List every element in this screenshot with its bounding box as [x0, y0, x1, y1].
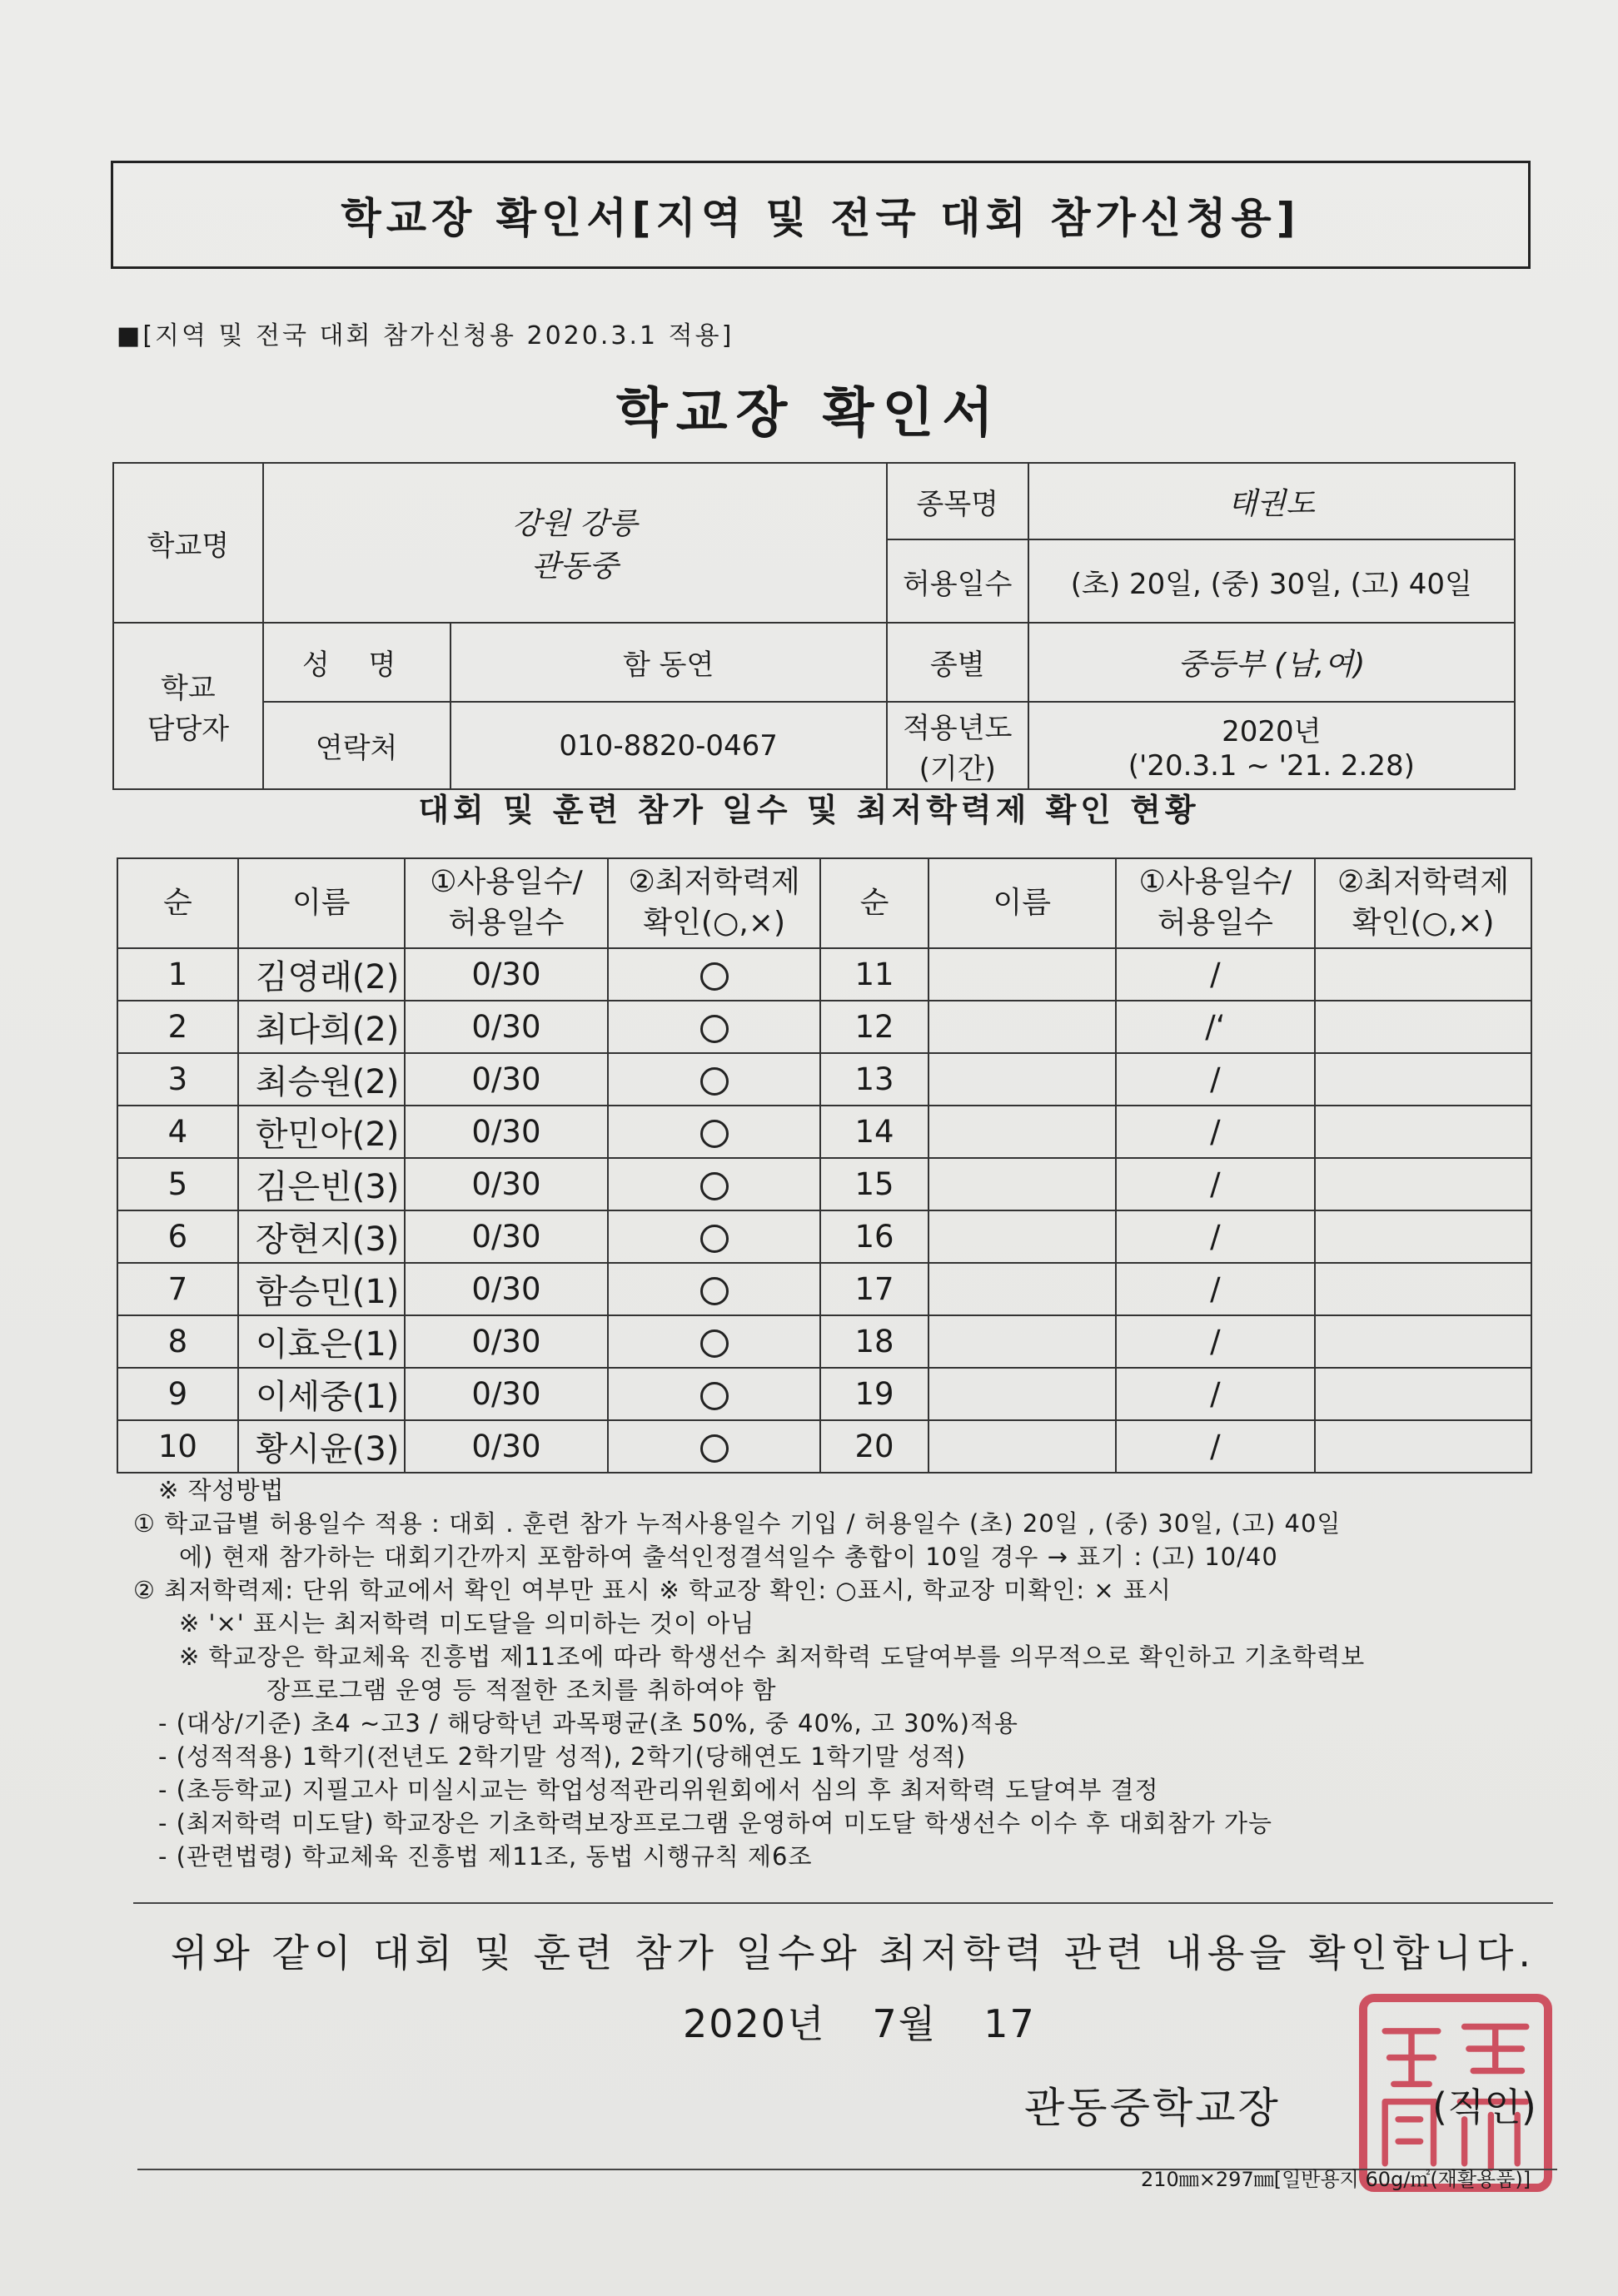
- status-title: 대회 및 훈련 참가 일수 및 최저학력제 확인 현황: [418, 792, 1200, 828]
- student-name-right: [928, 1315, 1116, 1368]
- row-no-right: 20: [820, 1420, 928, 1473]
- row-no-right: 15: [820, 1158, 928, 1210]
- days-used-right: /: [1116, 1106, 1316, 1158]
- sport-label: 종목명: [887, 463, 1028, 539]
- student-name-right: [928, 948, 1116, 1001]
- row-no: 7: [117, 1263, 238, 1315]
- check-circle-mark: [700, 1382, 729, 1410]
- seal-label: (직인): [1432, 2085, 1536, 2130]
- days-used-right: /: [1116, 1315, 1316, 1368]
- phone-label: 연락처: [263, 702, 451, 789]
- student-name: 이세중(1): [238, 1368, 405, 1420]
- table-row: [117, 1106, 1531, 1158]
- days-used: 0/30: [405, 1420, 609, 1473]
- note-line: - (초등학교) 지필고사 미실시교는 학업성적관리위원회에서 심의 후 최저학력 도달여부 결정: [158, 1776, 1159, 1804]
- row-no-right: 16: [820, 1210, 928, 1263]
- min-achievement-check-right: [1315, 1210, 1531, 1263]
- issue-date: 2020년 7월 17: [683, 2001, 1036, 2046]
- main-title: 학교장 확인서: [615, 383, 1003, 445]
- paper-spec: 210㎜×297㎜[일반용지 60g/㎡(재활용품)]: [1141, 2168, 1531, 2191]
- student-name-right: [928, 1158, 1116, 1210]
- note-line: ※ 학교장은 학교체육 진흥법 제11조에 따라 학생선수 최저학력 도달여부를 의무적으로 확인하고 기초학력보: [179, 1642, 1366, 1671]
- row-no-right: 19: [820, 1368, 928, 1420]
- table-row: [117, 948, 1531, 1001]
- check-circle-mark: [700, 1277, 729, 1305]
- student-name-right: [928, 1001, 1116, 1053]
- confirmation-statement: 위와 같이 대회 및 훈련 참가 일수와 최저학력 관련 내용을 확인합니다.: [171, 1931, 1536, 1975]
- header-name-right: 이름: [928, 858, 1116, 948]
- row-no-right: 13: [820, 1053, 928, 1106]
- row-no: 2: [117, 1001, 238, 1053]
- days-used: 0/30: [405, 1263, 609, 1315]
- student-name-right: [928, 1053, 1116, 1106]
- min-achievement-check: [608, 1210, 820, 1263]
- min-achievement-check: [608, 1001, 820, 1053]
- student-name-right: [928, 1368, 1116, 1420]
- student-name: 최승원(2): [238, 1053, 405, 1106]
- row-no-right: 12: [820, 1001, 928, 1053]
- min-achievement-check-right: [1315, 1420, 1531, 1473]
- phone-value: 010-8820-0467: [451, 702, 887, 789]
- days-used: 0/30: [405, 1368, 609, 1420]
- days-used-right: /: [1116, 1158, 1316, 1210]
- min-achievement-check-right: [1315, 1106, 1531, 1158]
- table-row: [117, 1053, 1531, 1106]
- min-achievement-check: [608, 1315, 820, 1368]
- note-heading: ※ 작성방법: [158, 1476, 285, 1504]
- check-circle-mark: [700, 962, 729, 991]
- student-name: 최다희(2): [238, 1001, 405, 1053]
- year-label: 적용년도 (기간): [887, 702, 1028, 789]
- student-name-right: [928, 1210, 1116, 1263]
- note-line: 장프로그램 운영 등 적절한 조치를 취하여야 함: [266, 1676, 777, 1704]
- row-no: 9: [117, 1368, 238, 1420]
- header-no-right: 순: [820, 858, 928, 948]
- header-days: ①사용일수/ 허용일수: [405, 858, 609, 948]
- student-name: 한민아(2): [238, 1106, 405, 1158]
- header-check-right: ②최저학력제 확인(○,×): [1315, 858, 1531, 948]
- days-used: 0/30: [405, 1315, 609, 1368]
- days-used: 0/30: [405, 1106, 609, 1158]
- row-no: 8: [117, 1315, 238, 1368]
- row-no-right: 11: [820, 948, 928, 1001]
- allowed-days-label: 허용일수: [887, 539, 1028, 623]
- note-line: 에) 현재 참가하는 대회기간까지 포함하여 출석인정결석일수 총합이 10일 경우 → 표기 : (고) 10/40: [179, 1543, 1278, 1571]
- student-name: 이효은(1): [238, 1315, 405, 1368]
- min-achievement-check: [608, 1158, 820, 1210]
- min-achievement-check-right: [1315, 1158, 1531, 1210]
- person-name-label: 성 명: [263, 623, 451, 702]
- note-line: - (관련법령) 학교체육 진흥법 제11조, 동법 시행규칙 제6조: [158, 1842, 813, 1871]
- check-circle-mark: [700, 1434, 729, 1463]
- table-row: [117, 1263, 1531, 1315]
- row-no: 6: [117, 1210, 238, 1263]
- min-achievement-check: [608, 1106, 820, 1158]
- row-no: 1: [117, 948, 238, 1001]
- student-name: 황시윤(3): [238, 1420, 405, 1473]
- student-name-right: [928, 1420, 1116, 1473]
- check-circle-mark: [700, 1120, 729, 1148]
- check-circle-mark: [700, 1015, 729, 1043]
- note-line: - (성적적용) 1학기(전년도 2학기말 성적), 2학기(당해연도 1학기말 성적): [158, 1742, 967, 1771]
- min-achievement-check: [608, 1053, 820, 1106]
- student-name: 김은빈(3): [238, 1158, 405, 1210]
- student-name: 장현지(3): [238, 1210, 405, 1263]
- days-used: 0/30: [405, 1053, 609, 1106]
- min-achievement-check: [608, 1368, 820, 1420]
- min-achievement-check-right: [1315, 1315, 1531, 1368]
- days-used-right: /: [1116, 1420, 1316, 1473]
- participation-table: [117, 857, 1532, 1474]
- school-name-label: 학교명: [113, 463, 263, 623]
- division-value: 중등부 (남,여): [1028, 623, 1515, 702]
- min-achievement-check-right: [1315, 1053, 1531, 1106]
- days-used-right: /‘: [1116, 1001, 1316, 1053]
- row-no-right: 18: [820, 1315, 928, 1368]
- row-no-right: 17: [820, 1263, 928, 1315]
- header-days-right: ①사용일수/ 허용일수: [1116, 858, 1316, 948]
- table-row: [117, 1210, 1531, 1263]
- days-used-right: /: [1116, 1368, 1316, 1420]
- min-achievement-check: [608, 1420, 820, 1473]
- contact-group-label: 학교 담당자: [113, 623, 263, 789]
- table-row: [117, 1315, 1531, 1368]
- min-achievement-check: [608, 948, 820, 1001]
- header-check: ②최저학력제 확인(○,×): [608, 858, 820, 948]
- min-achievement-check-right: [1315, 1001, 1531, 1053]
- student-name: 김영래(2): [238, 948, 405, 1001]
- row-no: 5: [117, 1158, 238, 1210]
- form-subnote: ■[지역 및 전국 대회 참가신청용 2020.3.1 적용]: [117, 321, 734, 350]
- table-row: [117, 1001, 1531, 1053]
- row-no: 10: [117, 1420, 238, 1473]
- table-row: [117, 1158, 1531, 1210]
- days-used: 0/30: [405, 1001, 609, 1053]
- row-no-right: 14: [820, 1106, 928, 1158]
- min-achievement-check: [608, 1263, 820, 1315]
- allowed-days-value: (초) 20일, (중) 30일, (고) 40일: [1028, 539, 1515, 623]
- note-line: - (최저학력 미도달) 학교장은 기초학력보장프로그램 운영하여 미도달 학생선수 이수 후 대회참가 가능: [158, 1809, 1273, 1837]
- table-row: [117, 1368, 1531, 1420]
- note-line: ① 학교급별 허용일수 적용 : 대회 . 훈련 참가 누적사용일수 기입 / 허용일수 (초) 20일 , (중) 30일, (고) 40일: [133, 1509, 1342, 1538]
- writing-instructions: [133, 1474, 1549, 1873]
- days-used-right: /: [1116, 1210, 1316, 1263]
- row-no: 3: [117, 1053, 238, 1106]
- school-info-table: [112, 462, 1516, 790]
- note-line: ② 최저학력제: 단위 학교에서 확인 여부만 표시 ※ 학교장 확인: ○표시, 학교장 미확인: × 표시: [133, 1576, 1172, 1604]
- note-line: - (대상/기준) 초4 ~고3 / 해당학년 과목평균(초 50%, 중 40%, 고 30%)적용: [158, 1709, 1018, 1737]
- min-achievement-check-right: [1315, 1368, 1531, 1420]
- person-name-value: 함 동연: [451, 623, 887, 702]
- sport-value: 태권도: [1028, 463, 1515, 539]
- check-circle-mark: [700, 1329, 729, 1358]
- header-name: 이름: [238, 858, 405, 948]
- check-circle-mark: [700, 1225, 729, 1253]
- year-value: 2020년 ('20.3.1 ~ '21. 2.28): [1028, 702, 1515, 789]
- student-name-right: [928, 1263, 1116, 1315]
- days-used: 0/30: [405, 1158, 609, 1210]
- check-circle-mark: [700, 1172, 729, 1200]
- min-achievement-check-right: [1315, 948, 1531, 1001]
- days-used-right: /: [1116, 948, 1316, 1001]
- principal-title: 관동중학교장: [1024, 2084, 1281, 2132]
- note-line: ※ '×' 표시는 최저학력 미도달을 의미하는 것이 아님: [179, 1609, 755, 1638]
- student-name: 함승민(1): [238, 1263, 405, 1315]
- days-used: 0/30: [405, 1210, 609, 1263]
- table-row: [117, 1420, 1531, 1473]
- check-circle-mark: [700, 1067, 729, 1096]
- student-name-right: [928, 1106, 1116, 1158]
- header-no: 순: [117, 858, 238, 948]
- division-label: 종별: [887, 623, 1028, 702]
- min-achievement-check-right: [1315, 1263, 1531, 1315]
- divider: [133, 1902, 1553, 1904]
- days-used-right: /: [1116, 1053, 1316, 1106]
- days-used-right: /: [1116, 1263, 1316, 1315]
- days-used: 0/30: [405, 948, 609, 1001]
- document-header-box: 학교장 확인서[지역 및 전국 대회 참가신청용]: [111, 161, 1531, 269]
- row-no: 4: [117, 1106, 238, 1158]
- school-name-value: 강원 강릉 관동중: [263, 463, 887, 623]
